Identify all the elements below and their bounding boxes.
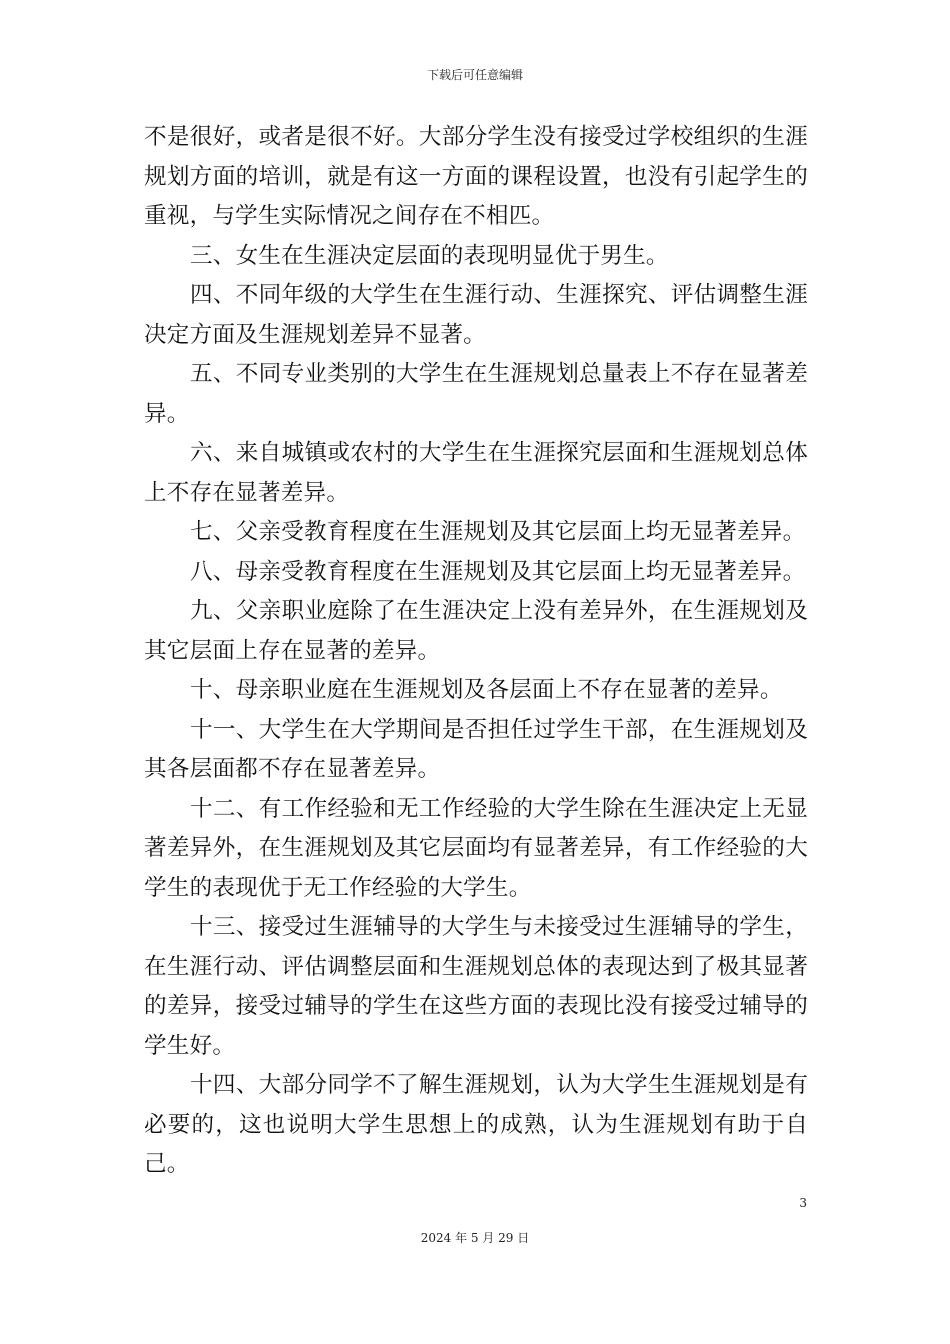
paragraph-item-3: 三、女生在生涯决定层面的表现明显优于男生。 — [190, 242, 669, 269]
paragraph-item-6: 六、来自城镇或农村的大学生在生涯探究层面和生涯规划总体上不存在显著差异。 — [144, 440, 808, 506]
paragraph-item-4: 四、不同年级的大学生在生涯行动、生涯探究、评估调整生涯决定方面及生涯规划差异不显著。 — [144, 282, 808, 348]
paragraph-item-7: 七、父亲受教育程度在生涯规划及其它层面上均无显著差异。 — [190, 519, 806, 545]
paragraph-item-8: 八、母亲受教育程度在生涯规划及其它层面上均无显著差异。 — [190, 558, 806, 585]
paragraph-item-13: 十三、接受过生涯辅导的大学生与未接受过生涯辅导的学生，在生涯行动、评估调整层面和生涯规划总体的表现达到了极其显著的差异，接受过辅导的学生在这些方面的表现比没有接受过辅导的学生好。 — [144, 914, 808, 1059]
page-footer-date: 2024 年 5 月 29 日 — [420, 1231, 530, 1245]
paragraph-item-14: 十四、大部分同学不了解生涯规划，认为大学生生涯规划是有必要的，这也说明大学生思想上的成熟，认为生涯规划有助于自己。 — [144, 1072, 808, 1177]
paragraph-item-9: 九、父亲职业庭除了在生涯决定上没有差异外，在生涯规划及其它层面上存在显著的差异。 — [144, 598, 808, 664]
paragraph-item-5: 五、不同专业类别的大学生在生涯规划总量表上不存在显著差异。 — [144, 361, 808, 427]
paragraph-item-10: 十、母亲职业庭在生涯规划及各层面上不存在显著的差异。 — [190, 677, 783, 703]
paragraph-item-12: 十二、有工作经验和无工作经验的大学生除在生涯决定上无显著差异外，在生涯规划及其它层面均有显著差异，有工作经验的大学生的表现优于无工作经验的大学生。 — [144, 795, 808, 901]
paragraph-continuation: 不是很好，或者是很不好。大部分学生没有接受过学校组织的生涯规划方面的培训，就是有这一方面的课程设置，也没有引起学生的重视，与学生实际情况之间存在不相匹。 — [144, 124, 808, 229]
document-body — [144, 118, 808, 1185]
page-header: 下载后可任意编辑 — [426, 68, 523, 82]
paragraph-item-11: 十一、大学生在大学期间是否担任过学生干部，在生涯规划及其各层面都不存在显著差异。 — [144, 716, 808, 782]
page-number: 3 — [799, 1196, 807, 1210]
